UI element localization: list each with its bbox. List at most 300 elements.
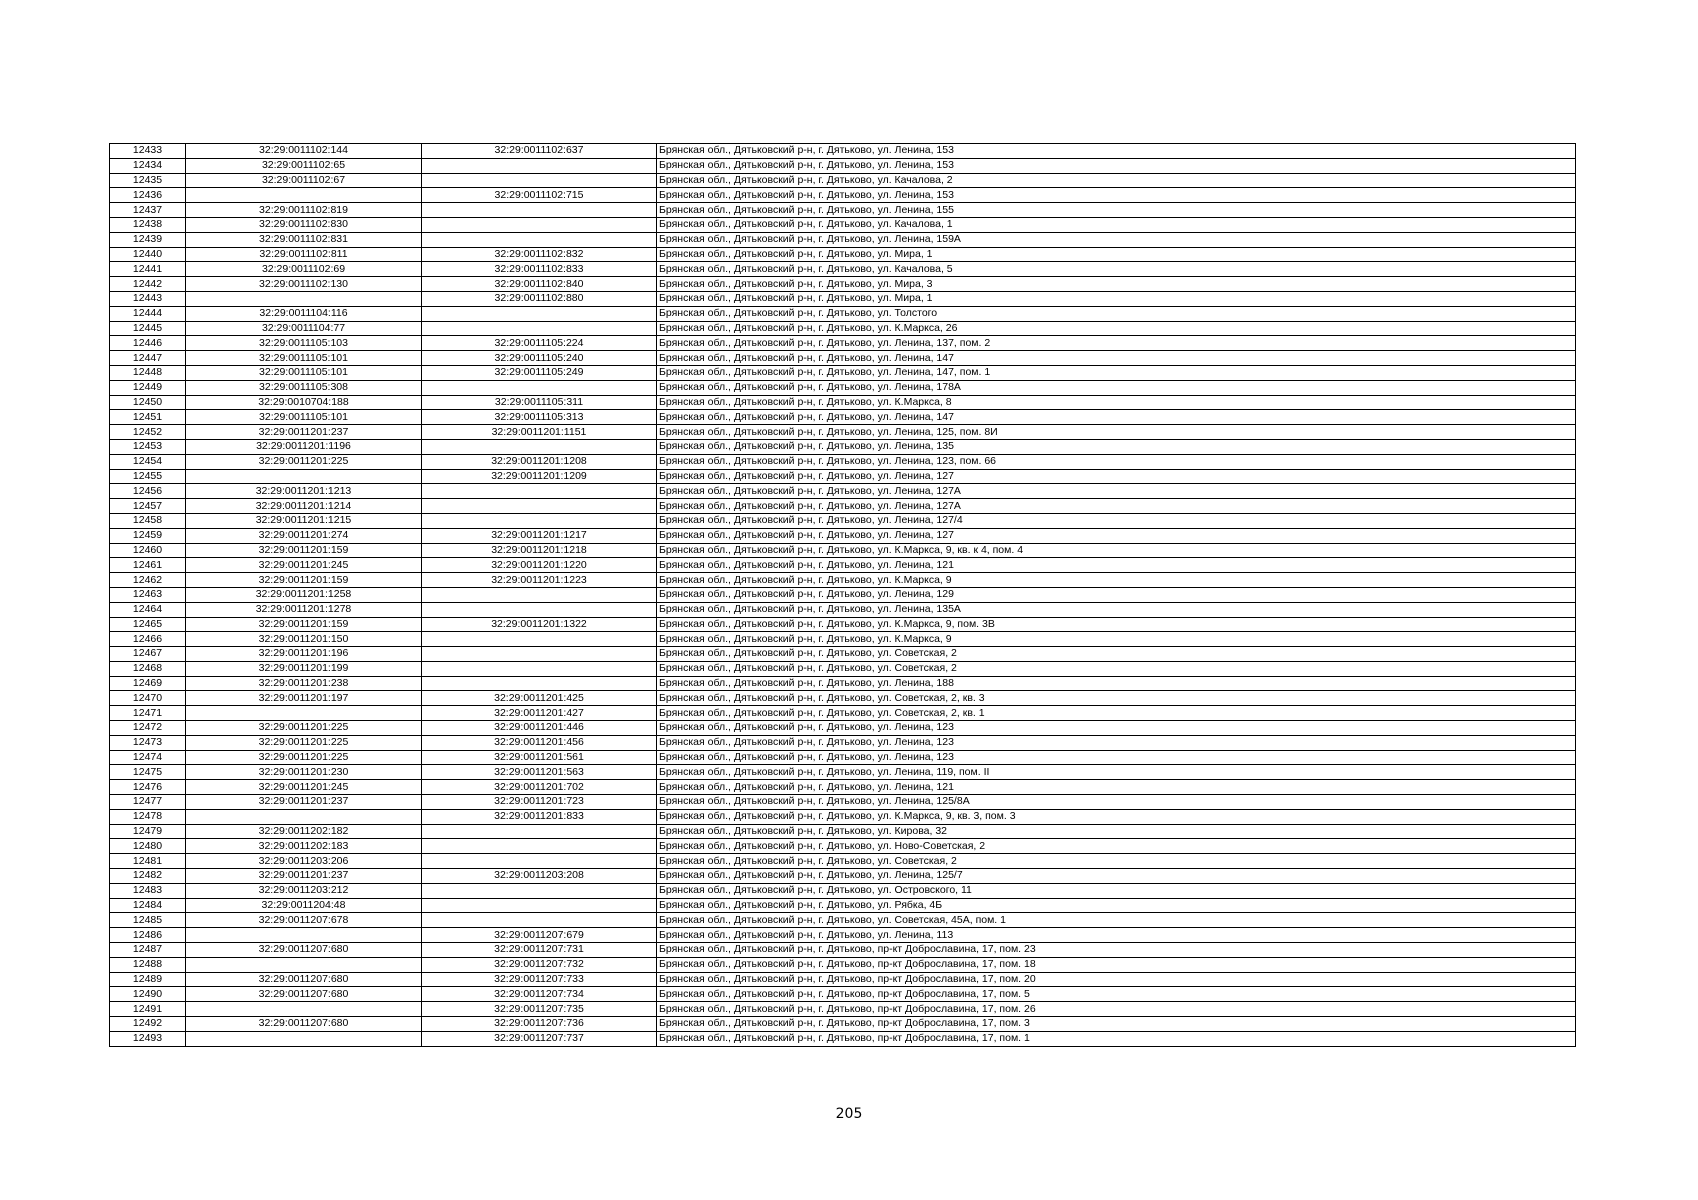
address-cell: Брянская обл., Дятьковский р-н, г. Дятьково, ул. Ленина, 153 <box>657 158 1576 173</box>
address-cell: Брянская обл., Дятьковский р-н, г. Дятьково, ул. Ленина, 123 <box>657 735 1576 750</box>
table-row <box>110 321 1576 336</box>
parcel-number-cell: 32:29:0011207:680 <box>186 987 422 1002</box>
address-cell: Брянская обл., Дятьковский р-н, г. Дятьково, ул. Ленина, 119, пом. II <box>657 765 1576 780</box>
object-number-cell <box>422 513 657 528</box>
address-cell: Брянская обл., Дятьковский р-н, г. Дятьково, ул. Островского, 11 <box>657 883 1576 898</box>
address-cell: Брянская обл., Дятьковский р-н, г. Дятьково, ул. Советская, 2, кв. 1 <box>657 706 1576 721</box>
row-number-cell: 12485 <box>110 913 186 928</box>
parcel-number-cell <box>186 928 422 943</box>
address-cell: Брянская обл., Дятьковский р-н, г. Дятьково, ул. Кирова, 32 <box>657 824 1576 839</box>
object-number-cell: 32:29:0011102:637 <box>422 144 657 159</box>
parcel-number-cell: 32:29:0011201:230 <box>186 765 422 780</box>
table-row <box>110 824 1576 839</box>
row-number-cell: 12464 <box>110 602 186 617</box>
row-number-cell: 12447 <box>110 351 186 366</box>
table-row <box>110 144 1576 159</box>
object-number-cell: 32:29:0011105:313 <box>422 410 657 425</box>
address-cell: Брянская обл., Дятьковский р-н, г. Дятьково, ул. Ленина, 135 <box>657 439 1576 454</box>
parcel-number-cell: 32:29:0010704:188 <box>186 395 422 410</box>
table-row <box>110 173 1576 188</box>
object-number-cell: 32:29:0011201:425 <box>422 691 657 706</box>
parcel-number-cell: 32:29:0011102:65 <box>186 158 422 173</box>
object-number-cell: 32:29:0011201:456 <box>422 735 657 750</box>
object-number-cell <box>422 824 657 839</box>
parcel-number-cell: 32:29:0011201:237 <box>186 425 422 440</box>
address-cell: Брянская обл., Дятьковский р-н, г. Дятьково, ул. Ленина, 129 <box>657 587 1576 602</box>
object-number-cell <box>422 883 657 898</box>
row-number-cell: 12465 <box>110 617 186 632</box>
parcel-number-cell: 32:29:0011201:237 <box>186 869 422 884</box>
address-cell: Брянская обл., Дятьковский р-н, г. Дятьково, ул. Качалова, 2 <box>657 173 1576 188</box>
object-number-cell <box>422 439 657 454</box>
row-number-cell: 12491 <box>110 1002 186 1017</box>
table-body <box>110 144 1576 1047</box>
row-number-cell: 12471 <box>110 706 186 721</box>
row-number-cell: 12478 <box>110 809 186 824</box>
address-cell: Брянская обл., Дятьковский р-н, г. Дятьково, ул. Советская, 2 <box>657 854 1576 869</box>
parcel-number-cell: 32:29:0011105:101 <box>186 410 422 425</box>
table-row <box>110 795 1576 810</box>
table-row <box>110 1017 1576 1032</box>
table-row <box>110 691 1576 706</box>
object-number-cell <box>422 587 657 602</box>
address-cell: Брянская обл., Дятьковский р-н, г. Дятьково, ул. Ленина, 113 <box>657 928 1576 943</box>
parcel-number-cell: 32:29:0011201:237 <box>186 795 422 810</box>
parcel-number-cell: 32:29:0011105:101 <box>186 365 422 380</box>
row-number-cell: 12434 <box>110 158 186 173</box>
object-number-cell <box>422 203 657 218</box>
table-row <box>110 1002 1576 1017</box>
parcel-number-cell: 32:29:0011207:680 <box>186 972 422 987</box>
object-number-cell: 32:29:0011201:723 <box>422 795 657 810</box>
table-row <box>110 365 1576 380</box>
address-cell: Брянская обл., Дятьковский р-н, г. Дятьково, ул. К.Маркса, 9 <box>657 573 1576 588</box>
table-row <box>110 721 1576 736</box>
row-number-cell: 12489 <box>110 972 186 987</box>
address-cell: Брянская обл., Дятьковский р-н, г. Дятьково, ул. Ленина, 153 <box>657 188 1576 203</box>
address-cell: Брянская обл., Дятьковский р-н, г. Дятьково, пр-кт Доброславина, 17, пом. 18 <box>657 957 1576 972</box>
table-row <box>110 306 1576 321</box>
table-row <box>110 351 1576 366</box>
row-number-cell: 12453 <box>110 439 186 454</box>
table-row <box>110 247 1576 262</box>
object-number-cell <box>422 499 657 514</box>
parcel-number-cell: 32:29:0011201:1196 <box>186 439 422 454</box>
object-number-cell: 32:29:0011201:1220 <box>422 558 657 573</box>
address-cell: Брянская обл., Дятьковский р-н, г. Дятьково, ул. Ново-Советская, 2 <box>657 839 1576 854</box>
address-cell: Брянская обл., Дятьковский р-н, г. Дятьково, ул. Ленина, 127 <box>657 469 1576 484</box>
parcel-number-cell: 32:29:0011201:1258 <box>186 587 422 602</box>
object-number-cell: 32:29:0011102:832 <box>422 247 657 262</box>
parcel-number-cell <box>186 706 422 721</box>
object-number-cell: 32:29:0011201:702 <box>422 780 657 795</box>
row-number-cell: 12492 <box>110 1017 186 1032</box>
table-row <box>110 632 1576 647</box>
parcel-number-cell: 32:29:0011105:308 <box>186 380 422 395</box>
object-number-cell: 32:29:0011201:1151 <box>422 425 657 440</box>
table-row <box>110 735 1576 750</box>
table-row <box>110 780 1576 795</box>
row-number-cell: 12473 <box>110 735 186 750</box>
address-cell: Брянская обл., Дятьковский р-н, г. Дятьково, ул. Ленина, 127А <box>657 484 1576 499</box>
table-row <box>110 661 1576 676</box>
address-cell: Брянская обл., Дятьковский р-н, г. Дятьково, ул. К.Маркса, 9, кв. к 4, пом. 4 <box>657 543 1576 558</box>
parcel-number-cell: 32:29:0011201:150 <box>186 632 422 647</box>
row-number-cell: 12474 <box>110 750 186 765</box>
object-number-cell <box>422 839 657 854</box>
parcel-number-cell <box>186 188 422 203</box>
object-number-cell <box>422 647 657 662</box>
parcel-number-cell <box>186 291 422 306</box>
object-number-cell: 32:29:0011105:249 <box>422 365 657 380</box>
row-number-cell: 12475 <box>110 765 186 780</box>
object-number-cell <box>422 158 657 173</box>
object-number-cell: 32:29:0011105:224 <box>422 336 657 351</box>
row-number-cell: 12439 <box>110 232 186 247</box>
parcel-number-cell: 32:29:0011201:1278 <box>186 602 422 617</box>
table-row <box>110 706 1576 721</box>
parcel-number-cell: 32:29:0011201:1215 <box>186 513 422 528</box>
parcel-number-cell: 32:29:0011102:811 <box>186 247 422 262</box>
object-number-cell: 32:29:0011201:833 <box>422 809 657 824</box>
address-cell: Брянская обл., Дятьковский р-н, г. Дятьково, пр-кт Доброславина, 17, пом. 20 <box>657 972 1576 987</box>
address-cell: Брянская обл., Дятьковский р-н, г. Дятьково, ул. К.Маркса, 9 <box>657 632 1576 647</box>
object-number-cell: 32:29:0011207:731 <box>422 943 657 958</box>
address-cell: Брянская обл., Дятьковский р-н, г. Дятьково, пр-кт Доброславина, 17, пом. 1 <box>657 1031 1576 1046</box>
object-number-cell: 32:29:0011102:833 <box>422 262 657 277</box>
row-number-cell: 12438 <box>110 217 186 232</box>
row-number-cell: 12446 <box>110 336 186 351</box>
parcel-number-cell <box>186 1002 422 1017</box>
table-row <box>110 765 1576 780</box>
object-number-cell <box>422 217 657 232</box>
table-row <box>110 499 1576 514</box>
cadastral-table <box>109 143 1576 1047</box>
table-row <box>110 617 1576 632</box>
row-number-cell: 12463 <box>110 587 186 602</box>
address-cell: Брянская обл., Дятьковский р-н, г. Дятьково, ул. Ленина, 137, пом. 2 <box>657 336 1576 351</box>
parcel-number-cell: 32:29:0011102:831 <box>186 232 422 247</box>
parcel-number-cell: 32:29:0011201:159 <box>186 573 422 588</box>
table-row <box>110 484 1576 499</box>
table-row <box>110 839 1576 854</box>
table-row <box>110 232 1576 247</box>
parcel-number-cell <box>186 1031 422 1046</box>
object-number-cell: 32:29:0011207:737 <box>422 1031 657 1046</box>
row-number-cell: 12440 <box>110 247 186 262</box>
row-number-cell: 12469 <box>110 676 186 691</box>
table-row <box>110 262 1576 277</box>
object-number-cell: 32:29:0011201:1209 <box>422 469 657 484</box>
row-number-cell: 12442 <box>110 277 186 292</box>
row-number-cell: 12435 <box>110 173 186 188</box>
parcel-number-cell: 32:29:0011203:206 <box>186 854 422 869</box>
parcel-number-cell: 32:29:0011201:1214 <box>186 499 422 514</box>
row-number-cell: 12459 <box>110 528 186 543</box>
object-number-cell <box>422 676 657 691</box>
address-cell: Брянская обл., Дятьковский р-н, г. Дятьково, ул. Ленина, 147, пом. 1 <box>657 365 1576 380</box>
row-number-cell: 12436 <box>110 188 186 203</box>
parcel-number-cell: 32:29:0011105:101 <box>186 351 422 366</box>
row-number-cell: 12456 <box>110 484 186 499</box>
parcel-number-cell: 32:29:0011207:680 <box>186 1017 422 1032</box>
table-row <box>110 869 1576 884</box>
object-number-cell <box>422 661 657 676</box>
table-row <box>110 854 1576 869</box>
table-row <box>110 410 1576 425</box>
object-number-cell: 32:29:0011207:732 <box>422 957 657 972</box>
row-number-cell: 12452 <box>110 425 186 440</box>
table-row <box>110 188 1576 203</box>
address-cell: Брянская обл., Дятьковский р-н, г. Дятьково, ул. Ленина, 155 <box>657 203 1576 218</box>
row-number-cell: 12480 <box>110 839 186 854</box>
address-cell: Брянская обл., Дятьковский р-н, г. Дятьково, ул. Ленина, 123 <box>657 721 1576 736</box>
object-number-cell: 32:29:0011207:736 <box>422 1017 657 1032</box>
object-number-cell <box>422 321 657 336</box>
row-number-cell: 12437 <box>110 203 186 218</box>
row-number-cell: 12467 <box>110 647 186 662</box>
object-number-cell: 32:29:0011201:1322 <box>422 617 657 632</box>
row-number-cell: 12457 <box>110 499 186 514</box>
object-number-cell: 32:29:0011201:563 <box>422 765 657 780</box>
table-row <box>110 943 1576 958</box>
address-cell: Брянская обл., Дятьковский р-н, г. Дятьково, ул. Советская, 45А, пом. 1 <box>657 913 1576 928</box>
table-row <box>110 676 1576 691</box>
page-number: 205 <box>835 1106 863 1122</box>
object-number-cell <box>422 913 657 928</box>
parcel-number-cell: 32:29:0011201:196 <box>186 647 422 662</box>
address-cell: Брянская обл., Дятьковский р-н, г. Дятьково, ул. Рябка, 4Б <box>657 898 1576 913</box>
row-number-cell: 12454 <box>110 454 186 469</box>
object-number-cell <box>422 632 657 647</box>
parcel-number-cell: 32:29:0011201:159 <box>186 617 422 632</box>
address-cell: Брянская обл., Дятьковский р-н, г. Дятьково, ул. Ленина, 123, пом. 66 <box>657 454 1576 469</box>
parcel-number-cell: 32:29:0011201:199 <box>186 661 422 676</box>
row-number-cell: 12476 <box>110 780 186 795</box>
address-cell: Брянская обл., Дятьковский р-н, г. Дятьково, ул. К.Маркса, 9, пом. 3В <box>657 617 1576 632</box>
parcel-number-cell: 32:29:0011102:819 <box>186 203 422 218</box>
table-row <box>110 425 1576 440</box>
object-number-cell <box>422 854 657 869</box>
object-number-cell: 32:29:0011201:1218 <box>422 543 657 558</box>
table-row <box>110 957 1576 972</box>
table-row <box>110 528 1576 543</box>
object-number-cell: 32:29:0011201:1208 <box>422 454 657 469</box>
row-number-cell: 12490 <box>110 987 186 1002</box>
address-cell: Брянская обл., Дятьковский р-н, г. Дятьково, ул. Советская, 2 <box>657 647 1576 662</box>
parcel-number-cell: 32:29:0011201:1213 <box>186 484 422 499</box>
address-cell: Брянская обл., Дятьковский р-н, г. Дятьково, ул. Толстого <box>657 306 1576 321</box>
row-number-cell: 12466 <box>110 632 186 647</box>
address-cell: Брянская обл., Дятьковский р-н, г. Дятьково, ул. Мира, 1 <box>657 291 1576 306</box>
address-cell: Брянская обл., Дятьковский р-н, г. Дятьково, ул. Мира, 3 <box>657 277 1576 292</box>
object-number-cell <box>422 898 657 913</box>
parcel-number-cell: 32:29:0011207:678 <box>186 913 422 928</box>
row-number-cell: 12443 <box>110 291 186 306</box>
row-number-cell: 12433 <box>110 144 186 159</box>
table-row <box>110 913 1576 928</box>
table-row <box>110 750 1576 765</box>
object-number-cell <box>422 380 657 395</box>
row-number-cell: 12479 <box>110 824 186 839</box>
row-number-cell: 12470 <box>110 691 186 706</box>
object-number-cell: 32:29:0011201:1217 <box>422 528 657 543</box>
address-cell: Брянская обл., Дятьковский р-н, г. Дятьково, ул. Советская, 2 <box>657 661 1576 676</box>
object-number-cell: 32:29:0011102:880 <box>422 291 657 306</box>
parcel-number-cell: 32:29:0011207:680 <box>186 943 422 958</box>
address-cell: Брянская обл., Дятьковский р-н, г. Дятьково, ул. Качалова, 1 <box>657 217 1576 232</box>
address-cell: Брянская обл., Дятьковский р-н, г. Дятьково, пр-кт Доброславина, 17, пом. 23 <box>657 943 1576 958</box>
row-number-cell: 12487 <box>110 943 186 958</box>
address-cell: Брянская обл., Дятьковский р-н, г. Дятьково, ул. Ленина, 178А <box>657 380 1576 395</box>
address-cell: Брянская обл., Дятьковский р-н, г. Дятьково, ул. Ленина, 127/4 <box>657 513 1576 528</box>
parcel-number-cell: 32:29:0011202:182 <box>186 824 422 839</box>
row-number-cell: 12460 <box>110 543 186 558</box>
parcel-number-cell: 32:29:0011201:274 <box>186 528 422 543</box>
row-number-cell: 12450 <box>110 395 186 410</box>
row-number-cell: 12444 <box>110 306 186 321</box>
row-number-cell: 12493 <box>110 1031 186 1046</box>
row-number-cell: 12488 <box>110 957 186 972</box>
table-row <box>110 809 1576 824</box>
row-number-cell: 12468 <box>110 661 186 676</box>
row-number-cell: 12461 <box>110 558 186 573</box>
row-number-cell: 12486 <box>110 928 186 943</box>
parcel-number-cell: 32:29:0011201:159 <box>186 543 422 558</box>
object-number-cell: 32:29:0011102:715 <box>422 188 657 203</box>
address-cell: Брянская обл., Дятьковский р-н, г. Дятьково, ул. Ленина, 121 <box>657 558 1576 573</box>
table-row <box>110 883 1576 898</box>
table-row <box>110 158 1576 173</box>
object-number-cell <box>422 306 657 321</box>
parcel-number-cell: 32:29:0011104:116 <box>186 306 422 321</box>
table-row <box>110 543 1576 558</box>
parcel-number-cell: 32:29:0011201:225 <box>186 750 422 765</box>
row-number-cell: 12449 <box>110 380 186 395</box>
object-number-cell <box>422 173 657 188</box>
parcel-number-cell: 32:29:0011204:48 <box>186 898 422 913</box>
row-number-cell: 12484 <box>110 898 186 913</box>
object-number-cell: 32:29:0011105:240 <box>422 351 657 366</box>
object-number-cell: 32:29:0011207:679 <box>422 928 657 943</box>
parcel-number-cell: 32:29:0011201:197 <box>186 691 422 706</box>
row-number-cell: 12477 <box>110 795 186 810</box>
address-cell: Брянская обл., Дятьковский р-н, г. Дятьково, ул. Ленина, 135А <box>657 602 1576 617</box>
object-number-cell <box>422 484 657 499</box>
address-cell: Брянская обл., Дятьковский р-н, г. Дятьково, пр-кт Доброславина, 17, пом. 5 <box>657 987 1576 1002</box>
address-cell: Брянская обл., Дятьковский р-н, г. Дятьково, ул. Ленина, 127 <box>657 528 1576 543</box>
table-row <box>110 395 1576 410</box>
row-number-cell: 12441 <box>110 262 186 277</box>
object-number-cell: 32:29:0011201:446 <box>422 721 657 736</box>
parcel-number-cell: 32:29:0011201:225 <box>186 721 422 736</box>
object-number-cell: 32:29:0011203:208 <box>422 869 657 884</box>
object-number-cell: 32:29:0011207:733 <box>422 972 657 987</box>
address-cell: Брянская обл., Дятьковский р-н, г. Дятьково, ул. Качалова, 5 <box>657 262 1576 277</box>
row-number-cell: 12462 <box>110 573 186 588</box>
address-cell: Брянская обл., Дятьковский р-н, г. Дятьково, ул. Советская, 2, кв. 3 <box>657 691 1576 706</box>
object-number-cell: 32:29:0011102:840 <box>422 277 657 292</box>
address-cell: Брянская обл., Дятьковский р-н, г. Дятьково, ул. Ленина, 159А <box>657 232 1576 247</box>
object-number-cell <box>422 602 657 617</box>
address-cell: Брянская обл., Дятьковский р-н, г. Дятьково, ул. Ленина, 153 <box>657 144 1576 159</box>
table-row <box>110 898 1576 913</box>
address-cell: Брянская обл., Дятьковский р-н, г. Дятьково, ул. Ленина, 125/8А <box>657 795 1576 810</box>
table-row <box>110 439 1576 454</box>
address-cell: Брянская обл., Дятьковский р-н, г. Дятьково, ул. К.Маркса, 26 <box>657 321 1576 336</box>
row-number-cell: 12458 <box>110 513 186 528</box>
table-row <box>110 336 1576 351</box>
address-cell: Брянская обл., Дятьковский р-н, г. Дятьково, ул. Ленина, 125, пом. 8И <box>657 425 1576 440</box>
table-row <box>110 454 1576 469</box>
object-number-cell: 32:29:0011207:734 <box>422 987 657 1002</box>
table-row <box>110 513 1576 528</box>
row-number-cell: 12448 <box>110 365 186 380</box>
address-cell: Брянская обл., Дятьковский р-н, г. Дятьково, пр-кт Доброславина, 17, пом. 26 <box>657 1002 1576 1017</box>
address-cell: Брянская обл., Дятьковский р-н, г. Дятьково, ул. Мира, 1 <box>657 247 1576 262</box>
parcel-number-cell: 32:29:0011102:67 <box>186 173 422 188</box>
table-row <box>110 972 1576 987</box>
table-row <box>110 277 1576 292</box>
table-row <box>110 647 1576 662</box>
table-row <box>110 987 1576 1002</box>
address-cell: Брянская обл., Дятьковский р-н, г. Дятьково, ул. К.Маркса, 9, кв. 3, пом. 3 <box>657 809 1576 824</box>
table-row <box>110 1031 1576 1046</box>
parcel-number-cell <box>186 469 422 484</box>
object-number-cell: 32:29:0011201:427 <box>422 706 657 721</box>
address-cell: Брянская обл., Дятьковский р-н, г. Дятьково, ул. К.Маркса, 8 <box>657 395 1576 410</box>
row-number-cell: 12483 <box>110 883 186 898</box>
object-number-cell <box>422 232 657 247</box>
parcel-number-cell: 32:29:0011105:103 <box>186 336 422 351</box>
parcel-number-cell <box>186 809 422 824</box>
object-number-cell: 32:29:0011201:1223 <box>422 573 657 588</box>
row-number-cell: 12445 <box>110 321 186 336</box>
address-cell: Брянская обл., Дятьковский р-н, г. Дятьково, ул. Ленина, 121 <box>657 780 1576 795</box>
parcel-number-cell: 32:29:0011201:245 <box>186 558 422 573</box>
table-row <box>110 291 1576 306</box>
table-row <box>110 928 1576 943</box>
address-cell: Брянская обл., Дятьковский р-н, г. Дятьково, ул. Ленина, 147 <box>657 410 1576 425</box>
parcel-number-cell: 32:29:0011201:245 <box>186 780 422 795</box>
address-cell: Брянская обл., Дятьковский р-н, г. Дятьково, ул. Ленина, 123 <box>657 750 1576 765</box>
table-row <box>110 558 1576 573</box>
table-row <box>110 602 1576 617</box>
parcel-number-cell: 32:29:0011202:183 <box>186 839 422 854</box>
object-number-cell: 32:29:0011105:311 <box>422 395 657 410</box>
parcel-number-cell: 32:29:0011201:225 <box>186 454 422 469</box>
parcel-number-cell: 32:29:0011102:830 <box>186 217 422 232</box>
table-row <box>110 469 1576 484</box>
parcel-number-cell: 32:29:0011102:130 <box>186 277 422 292</box>
row-number-cell: 12451 <box>110 410 186 425</box>
parcel-number-cell: 32:29:0011104:77 <box>186 321 422 336</box>
parcel-number-cell: 32:29:0011201:225 <box>186 735 422 750</box>
address-cell: Брянская обл., Дятьковский р-н, г. Дятьково, пр-кт Доброславина, 17, пом. 3 <box>657 1017 1576 1032</box>
table-row <box>110 573 1576 588</box>
parcel-number-cell <box>186 957 422 972</box>
address-cell: Брянская обл., Дятьковский р-н, г. Дятьково, ул. Ленина, 147 <box>657 351 1576 366</box>
address-cell: Брянская обл., Дятьковский р-н, г. Дятьково, ул. Ленина, 188 <box>657 676 1576 691</box>
object-number-cell: 32:29:0011201:561 <box>422 750 657 765</box>
parcel-number-cell: 32:29:0011203:212 <box>186 883 422 898</box>
parcel-number-cell: 32:29:0011102:144 <box>186 144 422 159</box>
address-cell: Брянская обл., Дятьковский р-н, г. Дятьково, ул. Ленина, 127А <box>657 499 1576 514</box>
table-row <box>110 380 1576 395</box>
object-number-cell: 32:29:0011207:735 <box>422 1002 657 1017</box>
parcel-number-cell: 32:29:0011102:69 <box>186 262 422 277</box>
row-number-cell: 12455 <box>110 469 186 484</box>
